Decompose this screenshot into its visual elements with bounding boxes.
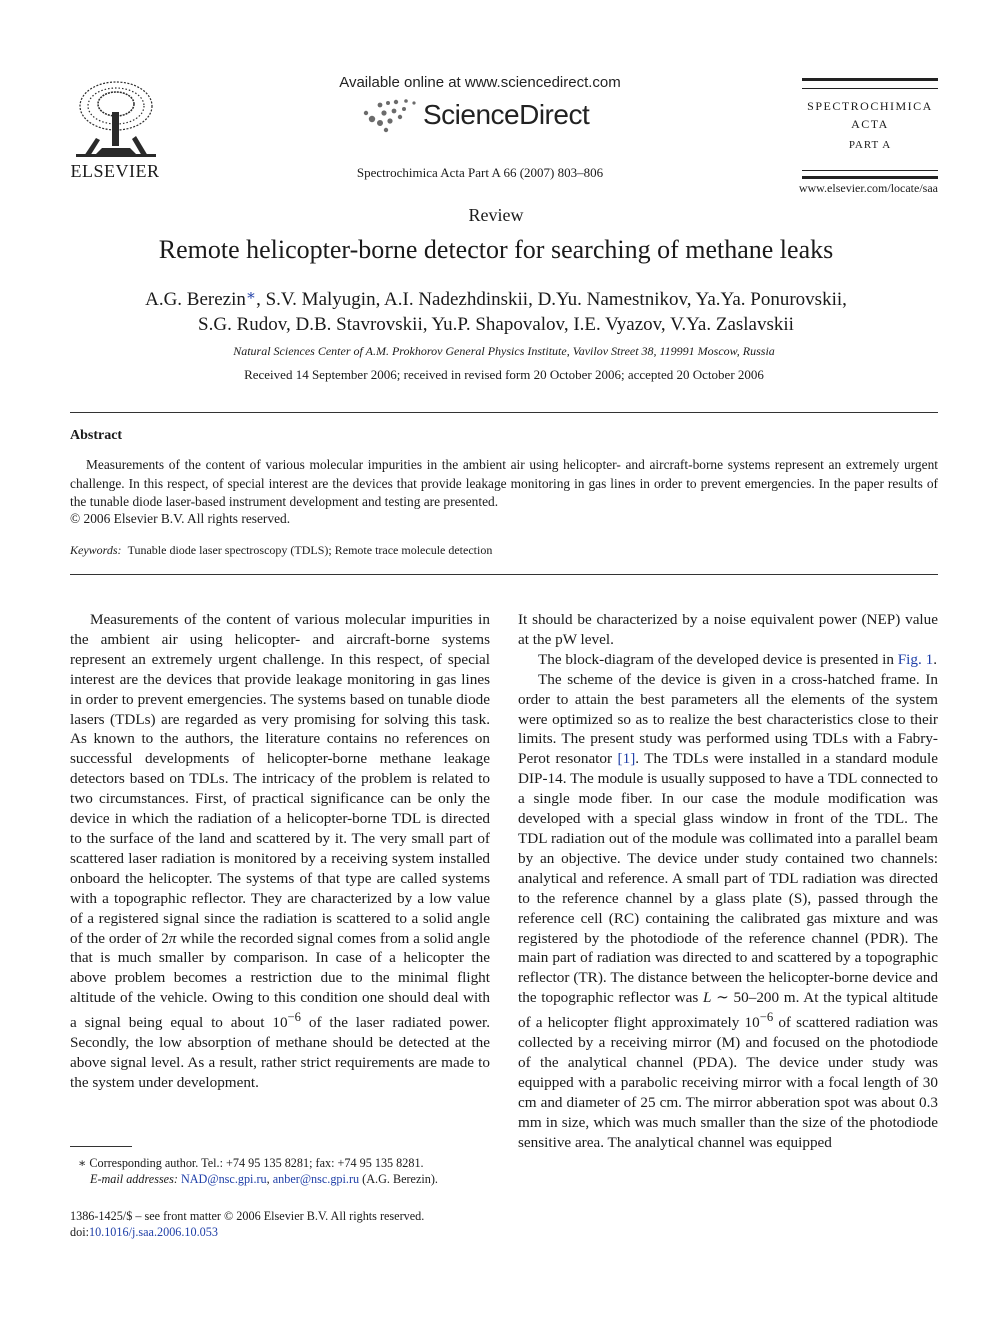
doi	[70, 1225, 218, 1240]
email-link[interactable]: anber@nsc.gpi.ru	[272, 1172, 360, 1186]
corresponding-author-mark[interactable]: ∗	[245, 288, 257, 304]
journal-reference: Spectrochimica Acta Part A 66 (2007) 803–806	[356, 165, 604, 180]
journal-name-line1: SPECTROCHIMICA	[807, 99, 933, 113]
journal-rule	[802, 170, 938, 171]
corresponding-author-footnote	[78, 1155, 424, 1171]
keywords	[70, 543, 492, 558]
article-type: Review	[468, 205, 524, 225]
body-column-right	[518, 610, 938, 1153]
footnote-contact: Corresponding author. Tel.: +74 95 135 8281; fax: +74 95 135 8281.	[86, 1156, 424, 1170]
footnote-divider	[70, 1146, 132, 1147]
author-list	[40, 284, 952, 337]
body-text: . The TDLs were installed in a standard module DIP-14. The module is usually supposed to have a TDL connected to a single mode fiber. In our case the module modification was developed with a special glass window in front of the TDL. The TDL radiation out of the module was collimated into a parallel beam by an objective. The device under study contained two channels: analytical and reference. A small part of TDL radiation was directed to the reference channel by a glass plate (S), passed through the reference cell (RC) containing the calibrated gas mixture and was registered by the photodiode of the reference channel (PDR). The main part of radiation was directed to and scattered by a topographic reflector (TR). The distance between the helicopter-borne device and the topographic reflector was	[518, 750, 938, 1007]
body-paragraph	[518, 650, 938, 670]
affiliation: Natural Sciences Center of A.M. Prokhorov General Physics Institute, Vavilov Street 38, 119991 Moscow, Russia	[233, 344, 775, 358]
keywords-label: Keywords:	[70, 543, 122, 557]
abstract-heading: Abstract	[70, 428, 123, 443]
separator: ,	[266, 1172, 273, 1186]
journal-rule	[802, 88, 938, 89]
author-line-1	[40, 284, 952, 312]
body-column-left	[70, 610, 490, 1093]
author-name: A.G. Berezin	[145, 289, 246, 310]
section-divider	[70, 412, 938, 413]
body-text: while the recorded signal comes from a solid angle that is much smaller by comparison. In case of a helicopter the above problem becomes a restriction due to the minimal flight altitude of the vehicle. Owing to this condition one should deal with a signal being equal to about 10	[70, 929, 490, 1032]
reference-link[interactable]: [1]	[617, 750, 636, 768]
body-paragraph: It should be characterized by a noise equivalent power (NEP) value at the pW level.	[518, 611, 938, 648]
body-text: of the laser radiated power. Secondly, the low absorption of methane should be detected at the above signal level. As a result, rather strict requirements are made to the system under development.	[70, 1014, 490, 1091]
front-matter: 1386-1425/$ – see front matter © 2006 Elsevier B.V. All rights reserved.	[70, 1209, 425, 1223]
sciencedirect-dots-icon	[362, 97, 420, 133]
sciencedirect-wordmark: ScienceDirect	[423, 99, 590, 130]
exponent: −6	[759, 1010, 774, 1025]
body-paragraph	[518, 670, 938, 1153]
elsevier-logo	[68, 78, 162, 181]
journal-part: PART A	[848, 139, 892, 151]
variable-L: L	[702, 989, 712, 1007]
keywords-list: Tunable diode laser spectroscopy (TDLS); Remote trace molecule detection	[127, 543, 493, 557]
email-footnote	[90, 1171, 438, 1187]
abstract-text: Measurements of the content of various molecular impurities in the ambient air using helicopter- and aircraft-borne systems represent an extremely urgent challenge. In this respect, of special interest are the devices that provide leakage monitoring in gas lines in order to prevent emergencies. In the paper results of the tunable diode laser-based instrument development and testing are presented.	[70, 457, 938, 510]
email-link[interactable]: NAD@nsc.gpi.ru	[180, 1172, 267, 1186]
abstract-copyright: © 2006 Elsevier B.V. All rights reserved.	[70, 511, 291, 526]
body-text: ∼ 50–200 m. At the typical altitude of a helicopter flight approximately 10	[518, 989, 938, 1032]
figure-link[interactable]: Fig. 1	[897, 650, 934, 668]
email-label: E-mail addresses:	[90, 1172, 178, 1186]
received-dates: Received 14 September 2006; received in revised form 20 October 2006; accepted 20 October 2006	[244, 367, 764, 382]
section-divider	[70, 574, 938, 575]
elsevier-tree-icon	[74, 78, 158, 158]
body-text: .	[933, 650, 937, 668]
journal-rule	[802, 176, 938, 179]
sciencedirect-logo[interactable]	[362, 95, 602, 137]
body-text: The scheme of the device is given in a cross-hatched frame. In order to attain the best parameters all the elements of the system were optimized so as to realize the best characteristics close to their limits. The present study was performed using TDLs with a Fabry-Perot resonator	[518, 670, 938, 768]
author-line-2: S.G. Rudov, D.B. Stavrovskii, Yu.P. Shapovalov, I.E. Vyazov, V.Ya. Zaslavskii	[198, 314, 794, 335]
doi-label: doi:	[70, 1225, 89, 1239]
journal-url[interactable]: www.elsevier.com/locate/saa	[798, 181, 938, 195]
journal-name-line2: ACTA	[851, 117, 889, 131]
available-online-text[interactable]: Available online at www.sciencedirect.com	[339, 74, 621, 91]
journal-rule	[802, 78, 938, 81]
body-text: Measurements of the content of various molecular impurities in the ambient air using helicopter- and aircraft-borne systems represent an extremely urgent challenge. In this respect, of special interest are the devices that provide leakage monitoring in gas lines in order to prevent emergencies. The systems based on tunable diode lasers (TDLs) are regarded as very promising for solving this task. As known to the authors, the literature contains no references on successful developments of helicopter-borne methane leakage detectors based on TDLs. The intricacy of the problem is related to two circumstances. First, of practical significance can be only the device in which the radiation of a helicopter-borne TDL is directed to the surface of the land and scattered by it. The very small part of scattered laser radiation is monitored by a receiving system installed onboard the helicopter. The systems of that type are called systems with a topographic reflector. They are characterized by a low value of a registered signal since the radiation is scattered to a solid angle of the order of 2	[70, 611, 490, 947]
author-names: , S.V. Malyugin, A.I. Nadezhdinskii, D.Yu. Namestnikov, Ya.Ya. Ponurovskii,	[256, 289, 847, 310]
doi-link[interactable]: 10.1016/j.saa.2006.10.053	[88, 1225, 218, 1239]
body-paragraph	[70, 610, 490, 1093]
footnote-mark: ∗	[78, 1156, 87, 1170]
exponent: −6	[287, 1010, 302, 1025]
body-text: The block-diagram of the developed device is presented in	[538, 650, 898, 668]
email-owner: (A.G. Berezin).	[359, 1172, 438, 1186]
article-title: Remote helicopter-borne detector for searching of methane leaks	[158, 235, 834, 264]
pi-symbol: π	[168, 929, 177, 947]
publisher-name: ELSEVIER	[70, 161, 160, 181]
body-text: of scattered radiation was collected by a receiving mirror (M) and focused on the photodiode of the analytical channel (PDA). The device under study was equipped with a parabolic receiving mirror with a focal length of 30 cm and diameter of 25 cm. The mirror abberation spot was about 0.3 mm in size, which was much smaller than the size of the photodiode sensitive area. The analytical channel was equipped	[518, 1014, 938, 1151]
